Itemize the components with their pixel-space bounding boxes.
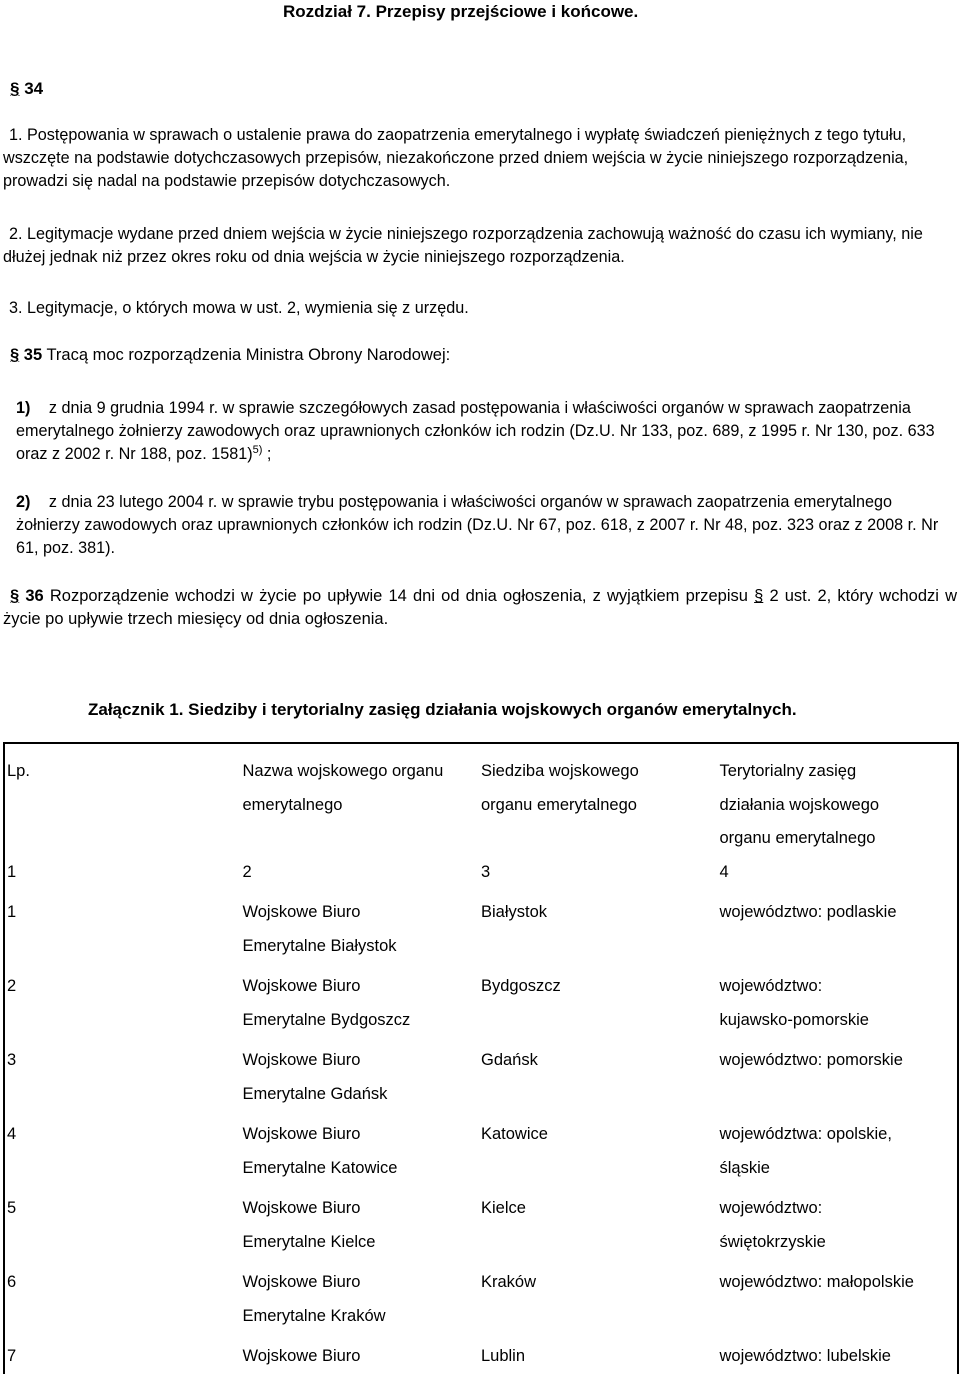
table-cell: 6 (7, 1273, 17, 1291)
table-cell: 5 (7, 1199, 17, 1217)
table-row (4, 1333, 958, 1374)
cell-line: Wojskowe Biuro (242, 1347, 361, 1365)
cell-line: województwa: opolskie, (719, 1125, 892, 1143)
s34-paragraph-3: 3. Legitymacje, o których mowa w ust. 2, wymienia się z urzędu. (9, 299, 469, 317)
table-cell (240, 963, 479, 1037)
table-cell: 3 (480, 862, 491, 881)
section-mark: § (10, 587, 20, 605)
section-34-heading (10, 79, 43, 99)
header-cell (240, 743, 479, 856)
table-cell: 4 (719, 862, 729, 881)
table-cell: Katowice (480, 1125, 548, 1143)
item-number: 1) (16, 399, 31, 417)
table-cell: Bydgoszcz (480, 977, 561, 995)
table-cell (717, 963, 958, 1037)
header-cell (479, 743, 718, 856)
table-header-row (4, 743, 958, 856)
header-cell (717, 743, 958, 856)
table-cell (240, 1333, 479, 1374)
cell-line: świętokrzyskie (719, 1232, 826, 1251)
header-line: organu emerytalnego (480, 795, 637, 814)
table-row (4, 1185, 958, 1259)
cell-line: województwo: małopolskie (719, 1273, 914, 1291)
table-row (4, 1111, 958, 1185)
table-cell (240, 1185, 479, 1259)
table-cell (717, 1111, 958, 1185)
section-36-text-b: 2 ust. 2, który wchodzi w życie po upływie trzech miesięcy od dnia ogłoszenia. (3, 587, 957, 628)
cell-line: Emerytalne Białystok (242, 936, 397, 955)
table-row (4, 1037, 958, 1111)
table-cell: Białystok (480, 903, 548, 921)
table-cell (717, 1259, 958, 1333)
table-cell (240, 1037, 479, 1111)
cell-line: Emerytalne Bydgoszcz (242, 1010, 411, 1029)
section-number: 36 (25, 587, 44, 605)
section-35-heading (10, 346, 450, 365)
cell-line: Wojskowe Biuro (242, 1273, 361, 1291)
cell-line: województwo: (719, 1199, 823, 1217)
header-line: działania wojskowego (719, 795, 880, 814)
section-number: 35 (23, 346, 43, 364)
cell-line: Wojskowe Biuro (242, 1051, 361, 1069)
item-number: 2) (16, 493, 31, 511)
table-cell: Kraków (480, 1273, 537, 1291)
header-line: Nazwa wojskowego organu (242, 762, 444, 780)
table-cell (717, 889, 958, 963)
cell-line: Emerytalne Kielce (242, 1232, 376, 1251)
section-36 (3, 585, 957, 631)
table-cell: Gdańsk (480, 1051, 538, 1069)
chapter-title: Rozdział 7. Przepisy przejściowe i końcowe. (283, 2, 639, 21)
table-cell: 1 (7, 862, 17, 881)
header-line: Terytorialny zasięg (719, 762, 857, 780)
footnote-ref: 5) (252, 444, 263, 456)
table-cell: Kielce (480, 1199, 526, 1217)
table-cell: 2 (242, 862, 252, 881)
header-line: organu emerytalnego (719, 829, 876, 847)
table-column-number-row (4, 856, 958, 890)
table-cell: 1 (7, 903, 17, 921)
cell-line: Emerytalne Kraków (242, 1306, 386, 1325)
table-cell (240, 1259, 479, 1333)
table-cell (240, 1111, 479, 1185)
table-row (4, 1259, 958, 1333)
repeal-item-1 (16, 397, 954, 466)
cell-line: Wojskowe Biuro (242, 1199, 361, 1217)
table-cell (717, 1185, 958, 1259)
annex-table (3, 742, 959, 1374)
cell-line: śląskie (719, 1158, 770, 1177)
annex-title: Załącznik 1. Siedziby i terytorialny zasięg działania wojskowych organów emerytalnych. (88, 700, 797, 719)
header-line: Siedziba wojskowego (480, 762, 639, 780)
cell-line: województwo: podlaskie (719, 903, 897, 921)
header-cell (4, 743, 240, 856)
item-text: z dnia 23 lutego 2004 r. w sprawie trybu postępowania i właściwości organów w sprawach zaopatrzenia emerytalnego żołnierzy zawodowych oraz uprawnionych członków ich rodzin (Dz.U. Nr 67, poz. 618, z 2007 r. Nr 48, poz. 323 oraz z 2008 r. Nr 61, poz. 381). (16, 493, 939, 557)
cell-line: województwo: (719, 977, 823, 995)
s34-paragraph-2: 2. Legitymacje wydane przed dniem wejścia w życie niniejszego rozporządzenia zachowują ważność do czasu ich wymiany, nie dłużej jednak niż przez okres roku od dnia wejścia w życie niniejszego rozporządzenia. (3, 225, 923, 266)
section-number: 34 (24, 79, 44, 98)
cell-line: Wojskowe Biuro (242, 1125, 361, 1143)
section-mark: § (10, 79, 20, 98)
table-cell: 7 (7, 1347, 17, 1365)
cell-line: województwo: pomorskie (719, 1051, 903, 1069)
table-cell: 4 (7, 1125, 17, 1143)
section-ref-mark: § (754, 587, 764, 605)
item-tail: ; (262, 445, 272, 463)
repeal-item-2 (16, 491, 954, 560)
section-35-text: Tracą moc rozporządzenia Ministra Obrony Narodowej: (46, 346, 451, 364)
cell-line: Wojskowe Biuro (242, 977, 361, 995)
section-mark: § (10, 346, 20, 364)
table-cell: 3 (7, 1051, 17, 1069)
table-row (4, 889, 958, 963)
table-cell (717, 1037, 958, 1111)
cell-line: Emerytalne Gdańsk (242, 1084, 388, 1103)
cell-line: Emerytalne Katowice (242, 1158, 398, 1177)
header-line: Lp. (7, 762, 30, 780)
table-cell: 2 (7, 977, 17, 995)
cell-line: województwo: lubelskie (719, 1347, 891, 1365)
table-cell (240, 889, 479, 963)
s34-paragraph-1: 1. Postępowania w sprawach o ustalenie prawa do zaopatrzenia emerytalnego i wypłatę świadczeń pieniężnych z tego tytułu, wszczęte na podstawie dotychczasowych przepisów, niezakończone przed dniem wejścia w życie niniejszego rozporządzenia, prowadzi się nadal na podstawie przepisów dotychczasowych. (3, 126, 909, 190)
table-cell (717, 1333, 958, 1374)
header-line: emerytalnego (242, 795, 343, 814)
section-36-text-a: Rozporządzenie wchodzi w życie po upływie 14 dni od dnia ogłoszenia, z wyjątkiem przepisu (49, 587, 748, 605)
table-cell: Lublin (480, 1347, 526, 1365)
cell-line: kujawsko-pomorskie (719, 1010, 869, 1029)
cell-line: Wojskowe Biuro (242, 903, 361, 921)
table-row (4, 963, 958, 1037)
item-text: z dnia 9 grudnia 1994 r. w sprawie szczegółowych zasad postępowania i właściwości organów w sprawach zaopatrzenia emerytalnego żołnierzy zawodowych oraz uprawnionych członków ich rodzin (Dz.U. Nr 133, poz. 689, z 1995 r. Nr 130, poz. 633 oraz z 2002 r. Nr 188, poz. 1581) (16, 399, 935, 463)
